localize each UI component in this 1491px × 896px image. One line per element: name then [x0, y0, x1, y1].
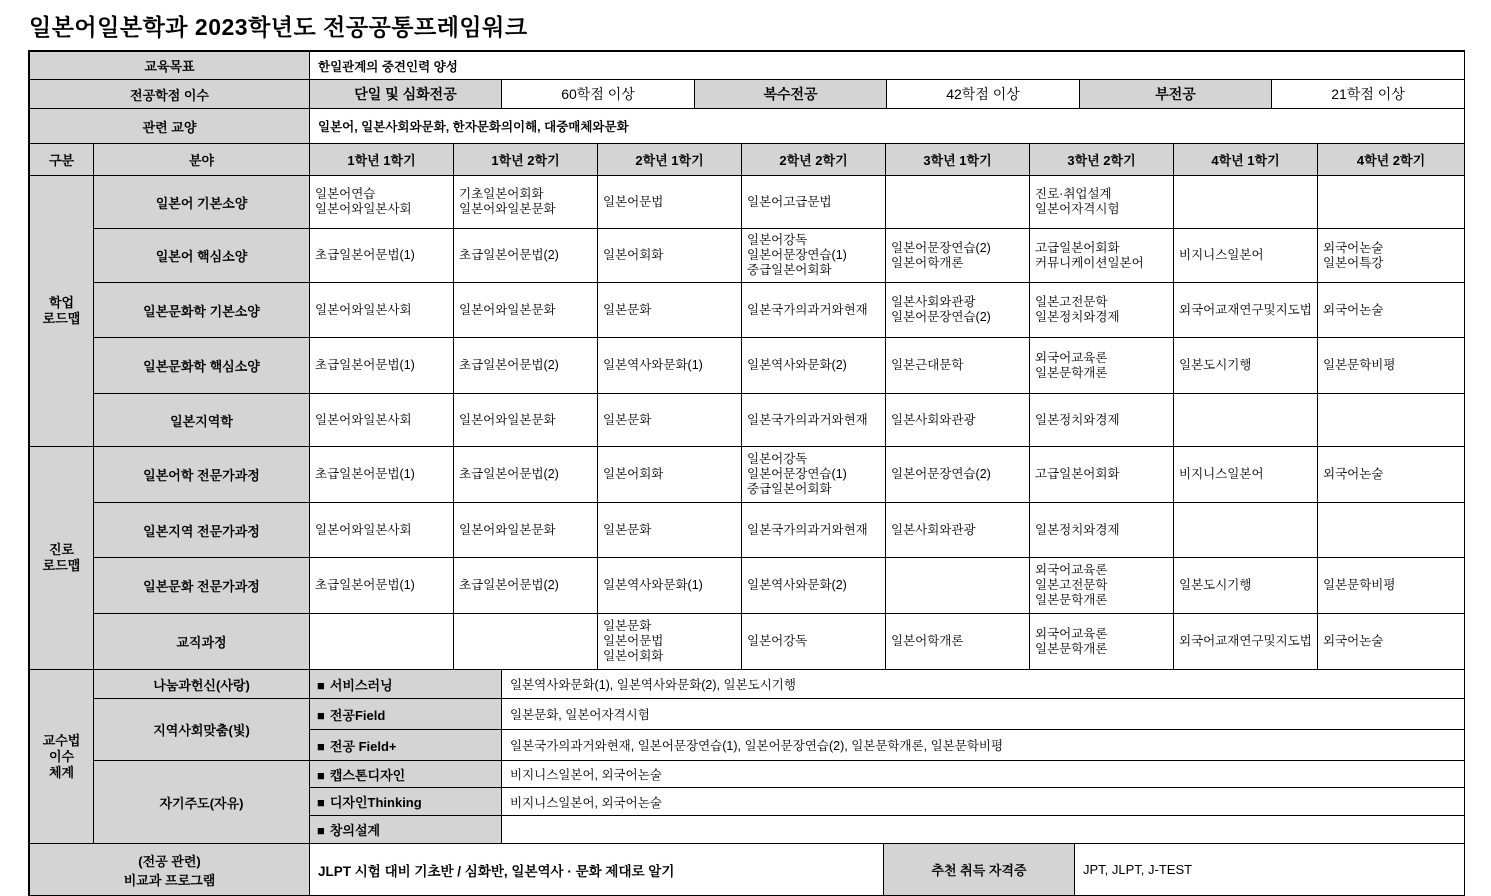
- field-label: 일본지역 전문가과정: [94, 503, 310, 558]
- course-cell: 일본사회와관광 일본어문장연습(2): [886, 283, 1030, 338]
- black-square-icon: ■: [317, 795, 325, 810]
- teaching-method-cell: [310, 699, 502, 730]
- edu-goal-row: [30, 52, 1465, 80]
- course-cell: 일본사회와관광: [886, 503, 1030, 558]
- course-cell: 진로·취업설계 일본어자격시험: [1030, 176, 1174, 229]
- course-cell: 일본근대문학: [886, 338, 1030, 394]
- course-cell: 초급일본어문법(1): [310, 447, 454, 503]
- course-cell: 일본국가의과거와현재: [742, 394, 886, 447]
- black-square-icon: ■: [317, 677, 325, 693]
- teaching-method-label: 전공 Field+: [329, 738, 397, 754]
- teaching-courses-cell: 비지니스일본어, 외국어논술: [502, 761, 1465, 788]
- black-square-icon: ■: [317, 738, 325, 754]
- curriculum-row: [30, 394, 1465, 447]
- course-cell: 초급일본어문법(2): [454, 447, 598, 503]
- course-cell: 비지니스일본어: [1174, 229, 1318, 283]
- course-cell: 일본어회화: [598, 447, 742, 503]
- teaching-field-label: 자기주도(자유): [94, 761, 310, 844]
- column-header: 2학년 2학기: [742, 144, 886, 176]
- liberal-arts-label: 관련 교양: [30, 109, 310, 144]
- column-header: 분야: [94, 144, 310, 176]
- course-cell: 일본역사와문화(1): [598, 338, 742, 394]
- course-cell: 외국어교육론 일본문학개론: [1030, 614, 1174, 670]
- course-cell: 초급일본어문법(2): [454, 558, 598, 614]
- column-header: 4학년 2학기: [1318, 144, 1465, 176]
- course-cell: 외국어교재연구및지도법: [1174, 614, 1318, 670]
- course-cell: 외국어논술: [1318, 283, 1465, 338]
- section-label: 교수법 이수 체계: [30, 670, 94, 844]
- curriculum-row: [30, 283, 1465, 338]
- credits-value: 21학점 이상: [1272, 80, 1465, 109]
- curriculum-row: [30, 503, 1465, 558]
- roadmap-grid: [29, 143, 1465, 670]
- course-cell: 초급일본어문법(2): [454, 229, 598, 283]
- edu-goal-value: 한일관계의 중견인력 양성: [310, 52, 1465, 80]
- teaching-method-label: 서비스러닝: [329, 677, 393, 693]
- course-cell: 비지니스일본어: [1174, 447, 1318, 503]
- teaching-row: [30, 670, 1465, 699]
- column-header: 3학년 2학기: [1030, 144, 1174, 176]
- course-cell: 초급일본어문법(1): [310, 338, 454, 394]
- credits-row: [30, 80, 1465, 109]
- course-cell: 외국어논술: [1318, 614, 1465, 670]
- credits-type: 복수전공: [695, 80, 887, 109]
- summary-table: [29, 51, 1465, 144]
- teaching-method-table: [29, 669, 1465, 844]
- teaching-method-label: 전공Field: [329, 707, 386, 723]
- liberal-arts-row: [30, 109, 1465, 144]
- course-cell: 일본문화: [598, 394, 742, 447]
- course-cell: 초급일본어문법(1): [310, 558, 454, 614]
- teaching-courses-cell: 일본역사와문화(1), 일본역사와문화(2), 일본도시기행: [502, 670, 1465, 699]
- course-cell: [1174, 394, 1318, 447]
- course-cell: 일본정치와경제: [1030, 503, 1174, 558]
- course-cell: 일본어와일본문화: [454, 283, 598, 338]
- page-title: 일본어일본학과 2023학년도 전공공통프레임워크: [29, 14, 528, 40]
- course-cell: 일본어강독: [742, 614, 886, 670]
- extracurricular-programs: JLPT 시험 대비 기초반 / 심화반, 일본역사 · 문화 제대로 알기: [310, 844, 884, 896]
- course-cell: 일본국가의과거와현재: [742, 283, 886, 338]
- course-cell: 일본도시기행: [1174, 558, 1318, 614]
- course-cell: 일본도시기행: [1174, 338, 1318, 394]
- course-cell: [454, 614, 598, 670]
- field-label: 일본문화학 핵심소양: [94, 338, 310, 394]
- black-square-icon: ■: [317, 767, 325, 783]
- course-cell: 일본문학비평: [1318, 558, 1465, 614]
- teaching-method-cell: [310, 670, 502, 699]
- teaching-field-label: 나눔과헌신(사랑): [94, 670, 310, 699]
- credits-type: 부전공: [1080, 80, 1272, 109]
- course-cell: 일본어와일본문화: [454, 394, 598, 447]
- course-cell: [886, 176, 1030, 229]
- liberal-arts-value: 일본어, 일본사회와문화, 한자문화의이해, 대중매체와문화: [310, 109, 1465, 144]
- column-header: 4학년 1학기: [1174, 144, 1318, 176]
- course-cell: 일본국가의과거와현재: [742, 503, 886, 558]
- course-cell: 일본고전문학 일본정치와경제: [1030, 283, 1174, 338]
- course-cell: 일본문학비평: [1318, 338, 1465, 394]
- field-label: 일본지역학: [94, 394, 310, 447]
- column-header: 3학년 1학기: [886, 144, 1030, 176]
- curriculum-framework-table: [28, 50, 1465, 896]
- course-cell: 일본어회화: [598, 229, 742, 283]
- field-label: 교직과정: [94, 614, 310, 670]
- course-cell: [1318, 176, 1465, 229]
- field-label: 일본어학 전문가과정: [94, 447, 310, 503]
- teaching-row: [30, 761, 1465, 788]
- curriculum-row: [30, 338, 1465, 394]
- course-cell: 일본어와일본문화: [454, 503, 598, 558]
- curriculum-row: [30, 558, 1465, 614]
- credits-label: 전공학점 이수: [30, 80, 310, 109]
- certificates-value: JPT, JLPT, J-TEST: [1075, 844, 1465, 896]
- course-cell: 일본어와일본사회: [310, 283, 454, 338]
- course-cell: [310, 614, 454, 670]
- course-cell: 일본정치와경제: [1030, 394, 1174, 447]
- section-label: 진로 로드맵: [30, 447, 94, 670]
- column-header: 2학년 1학기: [598, 144, 742, 176]
- course-cell: 초급일본어문법(2): [454, 338, 598, 394]
- curriculum-row: [30, 447, 1465, 503]
- course-cell: 일본역사와문화(2): [742, 338, 886, 394]
- teaching-courses-cell: [502, 816, 1465, 844]
- black-square-icon: ■: [317, 707, 325, 723]
- teaching-method-cell: [310, 761, 502, 788]
- course-cell: [886, 558, 1030, 614]
- grid-header-row: [30, 144, 1465, 176]
- field-label: 일본문화학 기본소양: [94, 283, 310, 338]
- course-cell: 외국어논술: [1318, 447, 1465, 503]
- curriculum-framework-page: [0, 9, 1491, 896]
- column-header: 1학년 1학기: [310, 144, 454, 176]
- course-cell: 일본역사와문화(2): [742, 558, 886, 614]
- curriculum-row: [30, 614, 1465, 670]
- course-cell: 일본어강독 일본어문장연습(1) 중급일본어회화: [742, 229, 886, 283]
- teaching-method-cell: [310, 816, 502, 844]
- teaching-courses-cell: 비지니스일본어, 외국어논술: [502, 788, 1465, 816]
- curriculum-row: [30, 229, 1465, 283]
- extracurricular-table: [29, 843, 1465, 896]
- course-cell: 일본역사와문화(1): [598, 558, 742, 614]
- column-header: 구분: [30, 144, 94, 176]
- course-cell: 외국어교육론 일본문학개론: [1030, 338, 1174, 394]
- course-cell: 외국어교육론 일본고전문학 일본문학개론: [1030, 558, 1174, 614]
- teaching-courses-cell: 일본문화, 일본어자격시험: [502, 699, 1465, 730]
- course-cell: [1318, 503, 1465, 558]
- course-cell: 고급일본어회화 커뮤니케이션일본어: [1030, 229, 1174, 283]
- extracurricular-label: (전공 관련) 비교과 프로그램: [30, 844, 310, 896]
- course-cell: 일본어강독 일본어문장연습(1) 중급일본어회화: [742, 447, 886, 503]
- course-cell: 기초일본어회화 일본어와일본문화: [454, 176, 598, 229]
- course-cell: 일본어고급문법: [742, 176, 886, 229]
- section-label: 학업 로드맵: [30, 176, 94, 447]
- extracurricular-row: [30, 844, 1465, 896]
- course-cell: 고급일본어회화: [1030, 447, 1174, 503]
- teaching-row: [30, 699, 1465, 730]
- credits-value: 60학점 이상: [502, 80, 695, 109]
- field-label: 일본문화 전문가과정: [94, 558, 310, 614]
- course-cell: 일본어문법: [598, 176, 742, 229]
- teaching-method-label: 디자인Thinking: [329, 795, 422, 810]
- course-cell: 일본문화: [598, 503, 742, 558]
- course-cell: [1174, 503, 1318, 558]
- edu-goal-label: 교육목표: [30, 52, 310, 80]
- teaching-field-label: 지역사회맞춤(빛): [94, 699, 310, 761]
- certificates-label: 추천 취득 자격증: [884, 844, 1075, 896]
- credits-type: 단일 및 심화전공: [310, 80, 502, 109]
- field-label: 일본어 기본소양: [94, 176, 310, 229]
- credits-value: 42학점 이상: [887, 80, 1080, 109]
- teaching-method-cell: [310, 730, 502, 761]
- course-cell: 일본어학개론: [886, 614, 1030, 670]
- course-cell: 일본어문장연습(2): [886, 447, 1030, 503]
- course-cell: 일본어와일본사회: [310, 503, 454, 558]
- black-square-icon: ■: [317, 823, 325, 838]
- course-cell: 외국어교재연구및지도법: [1174, 283, 1318, 338]
- teaching-method-label: 창의설계: [329, 823, 381, 838]
- curriculum-row: [30, 176, 1465, 229]
- course-cell: 일본사회와관광: [886, 394, 1030, 447]
- field-label: 일본어 핵심소양: [94, 229, 310, 283]
- course-cell: 일본문화 일본어문법 일본어회화: [598, 614, 742, 670]
- course-cell: 일본어와일본사회: [310, 394, 454, 447]
- course-cell: [1174, 176, 1318, 229]
- teaching-method-label: 캡스톤디자인: [329, 767, 406, 783]
- course-cell: 일본어문장연습(2) 일본어학개론: [886, 229, 1030, 283]
- course-cell: 일본어연습 일본어와일본사회: [310, 176, 454, 229]
- teaching-method-cell: [310, 788, 502, 816]
- course-cell: 일본문화: [598, 283, 742, 338]
- course-cell: [1318, 394, 1465, 447]
- teaching-courses-cell: 일본국가의과거와현재, 일본어문장연습(1), 일본어문장연습(2), 일본문학개론, 일본문학비평: [502, 730, 1465, 761]
- column-header: 1학년 2학기: [454, 144, 598, 176]
- course-cell: 초급일본어문법(1): [310, 229, 454, 283]
- course-cell: 외국어논술 일본어특강: [1318, 229, 1465, 283]
